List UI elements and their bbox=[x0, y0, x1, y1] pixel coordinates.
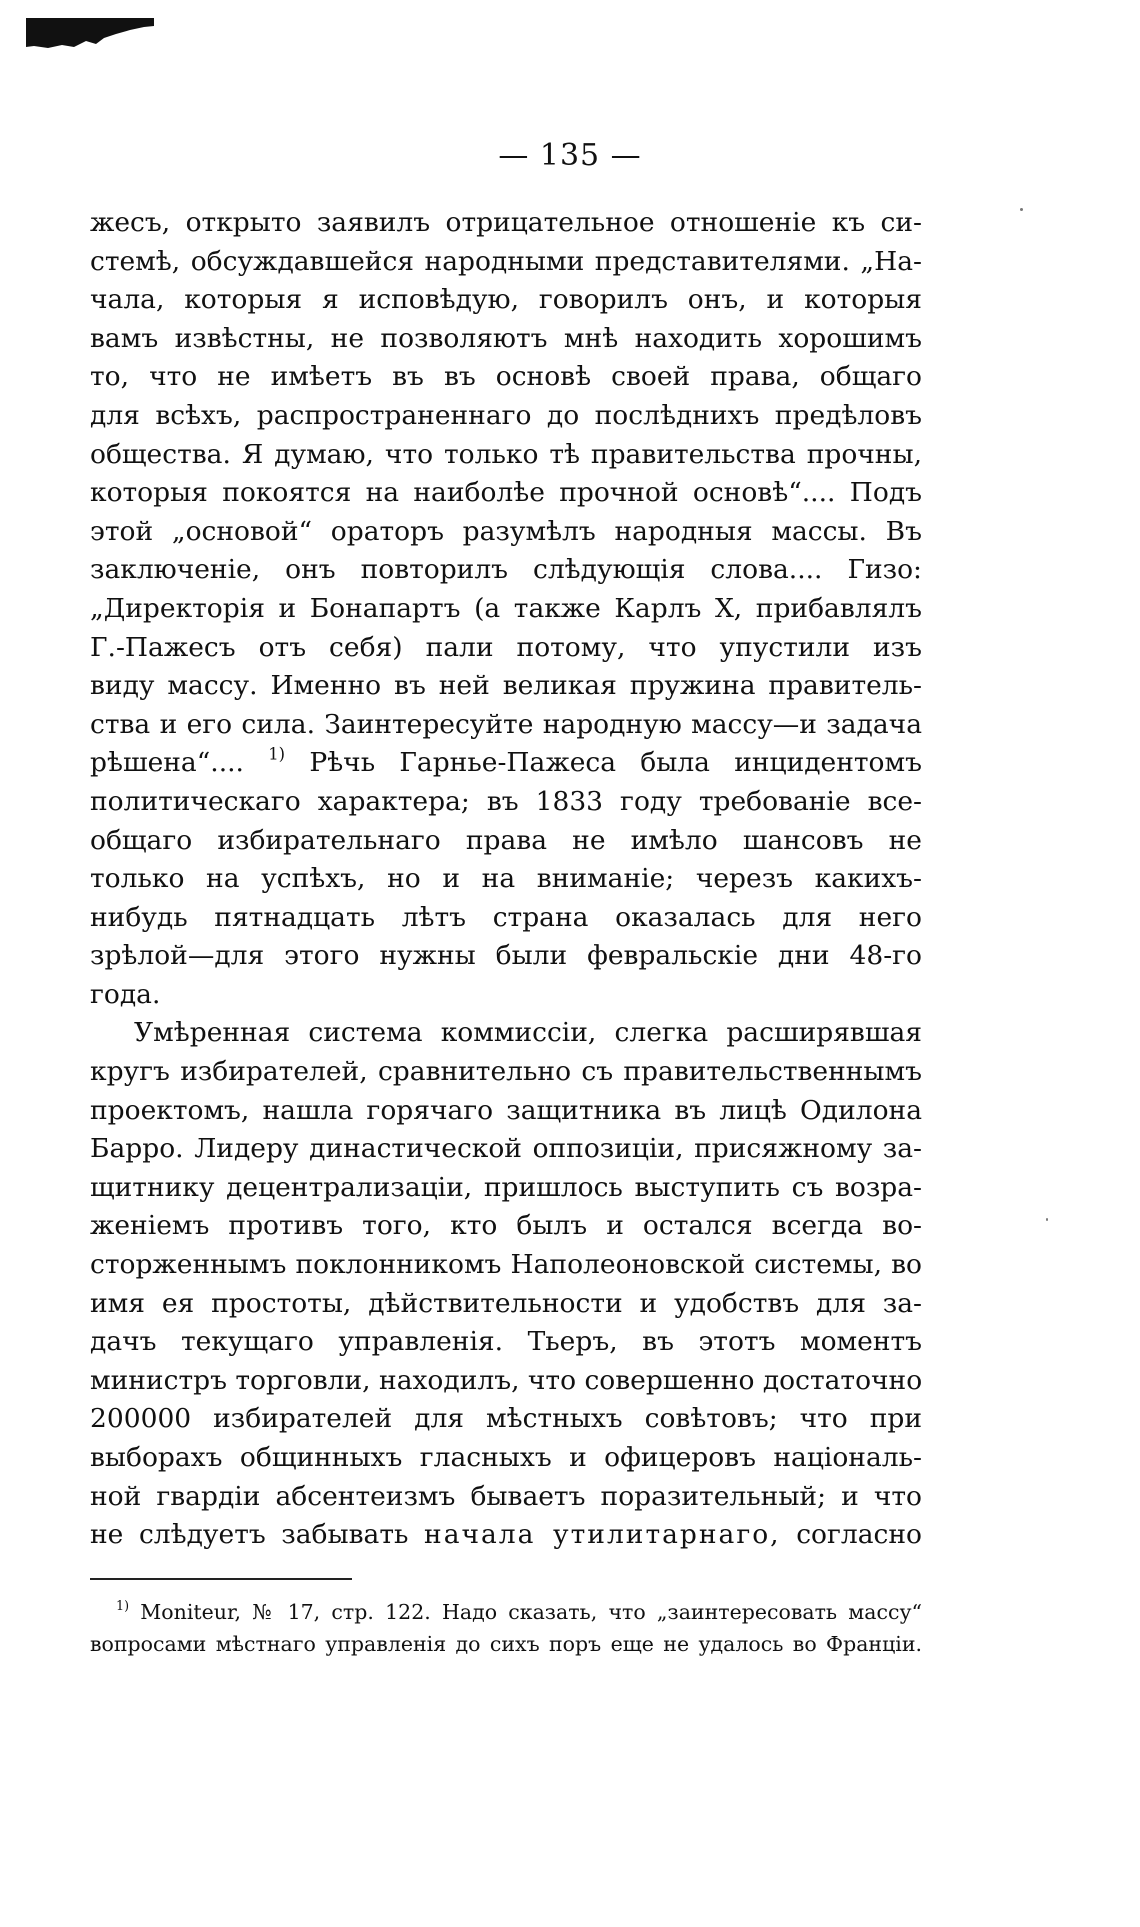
text-line: общаго избирательнаго права не имѣло шансовъ не bbox=[90, 824, 922, 856]
text-line: зрѣлой—для этого нужны были февральскіе дни 48-го bbox=[90, 940, 922, 972]
text-line: ства и его сила. Заинтересуйте народную массу—и задача bbox=[90, 708, 922, 740]
text-line: министръ торговли, находилъ, что совершенно достаточно bbox=[90, 1364, 922, 1396]
spaced-emphasis: начала утилитарнаго, bbox=[424, 1519, 781, 1551]
text-line: только на успѣхъ, но и на вниманіе; черезъ какихъ- bbox=[90, 863, 922, 895]
footnote-text: Moniteur, № 17, стр. 122. Надо сказать, что „заинтересовать массу“ bbox=[140, 1600, 922, 1624]
text-line-with-spaced-text bbox=[90, 1516, 922, 1555]
text-line: общества. Я думаю, что только тѣ правительства прочны, bbox=[90, 438, 922, 470]
footnote-reference: 1) bbox=[268, 744, 286, 764]
footnote-divider bbox=[90, 1578, 352, 1580]
scan-artifact-mark bbox=[26, 18, 154, 48]
text-line: Г.-Пажесъ отъ себя) пали потому, что упустили изъ bbox=[90, 631, 922, 663]
text-line: выборахъ общинныхъ гласныхъ и офицеровъ національ- bbox=[90, 1442, 922, 1473]
text-line: сторженнымъ поклонникомъ Наполеоновской системы, во bbox=[90, 1249, 922, 1281]
text-line: ной гвардіи абсентеизмъ бываетъ поразительный; и что bbox=[90, 1480, 922, 1512]
text-line: имя ея простоты, дѣйствительности и удобствъ для за- bbox=[90, 1287, 922, 1319]
scan-speck bbox=[1020, 208, 1023, 211]
text-segment: Рѣчь Гарнье-Пажеса была инцидентомъ bbox=[309, 747, 922, 779]
text-line: кругъ избирателей, сравнительно съ правительственнымъ bbox=[90, 1056, 922, 1088]
page-number: — 135 — bbox=[498, 138, 642, 173]
text-segment: не слѣдуетъ забывать bbox=[90, 1519, 409, 1551]
text-line-with-footnote-ref bbox=[90, 744, 922, 783]
text-segment: рѣшена“.... bbox=[90, 747, 244, 779]
text-line: то, что не имѣетъ въ въ основѣ своей права, общаго bbox=[90, 361, 922, 393]
text-line: для всѣхъ, распространеннаго до послѣднихъ предѣловъ bbox=[90, 399, 922, 431]
text-line: проектомъ, нашла горячаго защитника въ лицѣ Одилона bbox=[90, 1094, 922, 1126]
text-line: этой „основой“ ораторъ разумѣлъ народныя массы. Въ bbox=[90, 515, 922, 547]
text-line: чала, которыя я исповѣдую, говорилъ онъ, и которыя bbox=[90, 284, 922, 316]
text-line: политическаго характера; въ 1833 году требованіе все- bbox=[90, 785, 922, 817]
text-line: виду массу. Именно въ ней великая пружина правитель- bbox=[90, 670, 922, 702]
scan-speck bbox=[1046, 1218, 1048, 1221]
text-line: года. bbox=[90, 978, 161, 1010]
text-line: заключеніе, онъ повторилъ слѣдующія слова.... Гизо: bbox=[90, 554, 922, 586]
text-segment: согласно bbox=[796, 1519, 922, 1551]
text-line: жесъ, открыто заявилъ отрицательное отношеніе къ си- bbox=[90, 207, 922, 238]
text-line: 200000 избирателей для мѣстныхъ совѣтовъ; что при bbox=[90, 1403, 922, 1435]
text-line: Умѣренная система коммиссіи, слегка расширявшая bbox=[134, 1017, 922, 1049]
footnote-marker: 1) bbox=[116, 1598, 130, 1614]
text-line: нибудь пятнадцать лѣтъ страна оказалась для него bbox=[90, 901, 922, 933]
body-text bbox=[90, 204, 922, 1555]
footnote-line bbox=[90, 1596, 922, 1628]
footnotes bbox=[90, 1596, 922, 1660]
paragraph-2 bbox=[90, 1014, 922, 1554]
text-line: вамъ извѣстны, не позволяютъ мнѣ находить хорошимъ bbox=[90, 322, 922, 354]
text-line: Барро. Лидеру династической оппозиціи, присяжному за- bbox=[90, 1133, 922, 1165]
text-line: щитнику децентрализаціи, пришлось выступить съ возра- bbox=[90, 1171, 922, 1203]
text-line: женіемъ противъ того, кто былъ и остался всегда во- bbox=[90, 1210, 922, 1242]
text-line: стемѣ, обсуждавшейся народными представителями. „На- bbox=[90, 245, 922, 277]
paragraph-1 bbox=[90, 204, 922, 1014]
footnote-line: вопросами мѣстнаго управленія до сихъ поръ еще не удалось во Франціи. bbox=[90, 1632, 922, 1656]
text-line: дачъ текущаго управленія. Тьеръ, въ этотъ моментъ bbox=[90, 1326, 922, 1358]
text-line: которыя покоятся на наиболѣе прочной основѣ“.... Подъ bbox=[90, 477, 922, 509]
text-line: „Директорія и Бонапартъ (а также Карлъ X, прибавлялъ bbox=[90, 592, 922, 624]
